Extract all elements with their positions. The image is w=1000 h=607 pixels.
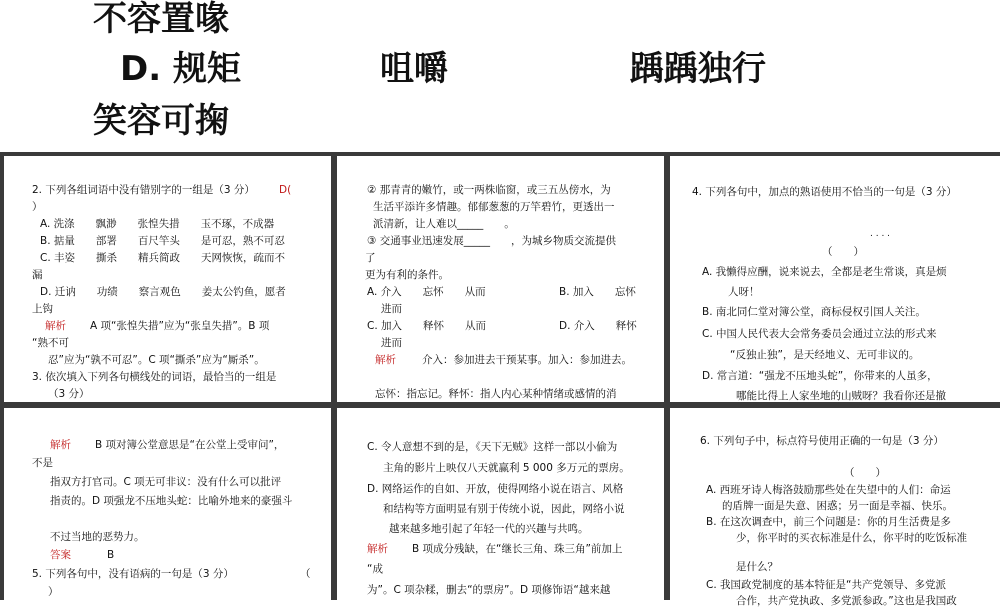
slide-top <box>0 0 1000 152</box>
analysis-text: A 项“张惶失措”应为“张皇失措”。B 项 <box>90 320 270 332</box>
paren-open: （ <box>300 568 311 580</box>
text-line: “反独止独”，是天经地义、无可非议的。 <box>730 349 920 361</box>
text-line: 主角的影片上映仅八天就赢利 5 000 多万元的票房。 <box>383 462 630 474</box>
option-d: D. 介入 释怀 <box>559 320 637 332</box>
panel-question-2 <box>4 156 331 402</box>
text-line: 少，你平时的买衣标准是什么，你平时的吃饭标准 <box>736 532 967 544</box>
analysis-label: 解析 <box>50 439 71 451</box>
word-line-3: 笑容可掬 <box>93 101 229 141</box>
analysis-text: B 项对簿公堂意思是“在公堂上受审问”， <box>95 439 285 451</box>
text-line: 人呀！ <box>728 286 760 298</box>
text-line: 忘怀：指忘记。释怀：指人内心某种情绪或感情的消 <box>375 388 617 400</box>
question-4-stem: 4. 下列各句中，加点的熟语使用不恰当的一句是（3 分） <box>692 186 957 198</box>
option-b: B. 加入 忘怀 <box>559 286 636 298</box>
text-line: （3 分） <box>48 388 90 400</box>
text-line: 生活平添许多情趣。郁郁葱葱的万竿碧竹，更透出一 <box>373 201 615 213</box>
option-d: D. 网络运作的自如、开放，使得网络小说在语言、风格 <box>367 483 624 495</box>
text-line: 不过当地的恶势力。 <box>50 531 145 543</box>
option-d-label: D. 规矩 <box>120 49 241 89</box>
text-line: 是什么？ <box>736 561 778 573</box>
text-line: 进而 <box>381 337 402 349</box>
paren-close: ） <box>48 586 59 598</box>
text-line: 上钩 <box>32 303 53 315</box>
analysis-label: 解析 <box>367 543 388 555</box>
text-line: 了 <box>365 252 376 264</box>
panel-question-3-continued <box>337 156 664 402</box>
text-line: 漏 <box>32 269 43 281</box>
text-line: 的盾牌一面是失意、困惑；另一面是幸福、快乐。 <box>722 500 953 512</box>
handwritten-answer-mark: D( <box>279 184 292 196</box>
option-c: C. 令人意想不到的是，《天下无贼》这样一部以小偷为 <box>367 441 618 453</box>
option-a: A. 我懒得应酬，说来说去，全都是老生常谈，真是烦 <box>702 266 947 278</box>
text-line: 和结构等方面明显有别于传统小说，因此，网络小说 <box>383 503 625 515</box>
panel-question-6 <box>670 408 1000 607</box>
option-d: D. 常言道：“强龙不压地头蛇”，你带来的人虽多， <box>702 370 938 382</box>
answer-blank: （ ） <box>844 467 886 479</box>
text-line: ） <box>32 201 43 213</box>
option-c: C. 丰姿 撕杀 精兵简政 天网恢恢，疏而不 <box>40 252 286 264</box>
option-d-word-3: 踽踽独行 <box>630 49 766 89</box>
sentence-2: ② 那青青的嫩竹，或一两株临窗，或三五丛傍水，为 <box>367 184 611 196</box>
question-2-stem: 2. 下列各组词语中没有错别字的一组是（3 分） <box>32 184 255 196</box>
text-line: “成 <box>367 563 383 575</box>
option-c: C. 加入 释怀 从而 <box>367 320 487 332</box>
sentence-3: ③ 交通事业迅速发展_____ ，为城乡物质交流提供 <box>367 235 616 247</box>
text-line: 合作，共产党执政、多党派参政。”这也是我国政 <box>736 595 957 607</box>
text-line: 不是 <box>32 457 53 469</box>
text-line: 指双方打官司。C 项无可非议：没有什么可以批评 <box>50 476 282 488</box>
option-d-word-2: 咀嚼 <box>380 49 448 89</box>
analysis-label: 解析 <box>375 354 396 366</box>
option-a: A. 介入 忘怀 从而 <box>367 286 486 298</box>
option-b: B. 掂量 部署 百尺竿头 是可忍，熟不可忍 <box>40 235 285 247</box>
text-line: 进而 <box>381 303 402 315</box>
question-3-stem: 3. 依次填入下列各句横线处的词语，最恰当的一组是 <box>32 371 277 383</box>
option-b: B. 南北同仁堂对簿公堂，商标侵权引国人关注。 <box>702 306 926 318</box>
analysis-label: 解析 <box>45 320 66 332</box>
emphasis-dots: . . . . <box>870 229 891 239</box>
word-line-1: 不容置喙 <box>93 0 229 39</box>
option-c: C. 我国政党制度的基本特征是“共产党领导、多党派 <box>706 579 946 591</box>
option-d: D. 迁讷 功绩 察言观色 姜太公钓鱼，愿者 <box>40 286 286 298</box>
analysis-text: 介入：参加进去干预某事。加入：参加进去。 <box>422 354 632 366</box>
text-line: “熟不可 <box>32 337 69 349</box>
question-5-stem: 5. 下列各句中，没有语病的一句是（3 分） <box>32 568 234 580</box>
text-line: 指责的。D 项强龙不压地头蛇：比喻外地来的豪强斗 <box>50 495 293 507</box>
text-line: 为”。C 项杂糅，删去“的票房”。D 项修饰语“越来越 <box>367 584 611 596</box>
option-b: B. 在这次调查中，前三个问题是：你的月生活费是多 <box>706 516 951 528</box>
text-line: 哪能比得上人家坐地的山贼呀？我看你还是撤 <box>736 390 946 402</box>
text-line: 派清新，让人难以_____ 。 <box>373 218 515 230</box>
answer-blank: （ ） <box>822 246 864 258</box>
panel-question-5-continued <box>337 408 664 600</box>
question-6-stem: 6. 下列句子中，标点符号使用正确的一句是（3 分） <box>700 435 944 447</box>
panel-question-5 <box>4 408 331 600</box>
option-a: A. 西班牙诗人梅洛鼓励那些处在失望中的人们：命运 <box>706 484 951 496</box>
answer-value: B <box>107 549 115 561</box>
text-line: 越来越多地引起了年轻一代的兴趣与共鸣。 <box>389 523 589 535</box>
analysis-text: B 项成分残缺，在“继长三角、珠三角”前加上 <box>412 543 623 555</box>
answer-label: 答案 <box>50 549 71 561</box>
text-line: 更为有利的条件。 <box>365 269 449 281</box>
option-a: A. 洗涤 飘渺 张惶失措 玉不琢，不成器 <box>40 218 275 230</box>
option-c: C. 中国人民代表大会常务委员会通过立法的形式来 <box>702 328 937 340</box>
text-line: 忍”应为“孰不可忍”。C 项“撕杀”应为“厮杀”。 <box>48 354 265 366</box>
panel-question-4 <box>670 156 1000 402</box>
